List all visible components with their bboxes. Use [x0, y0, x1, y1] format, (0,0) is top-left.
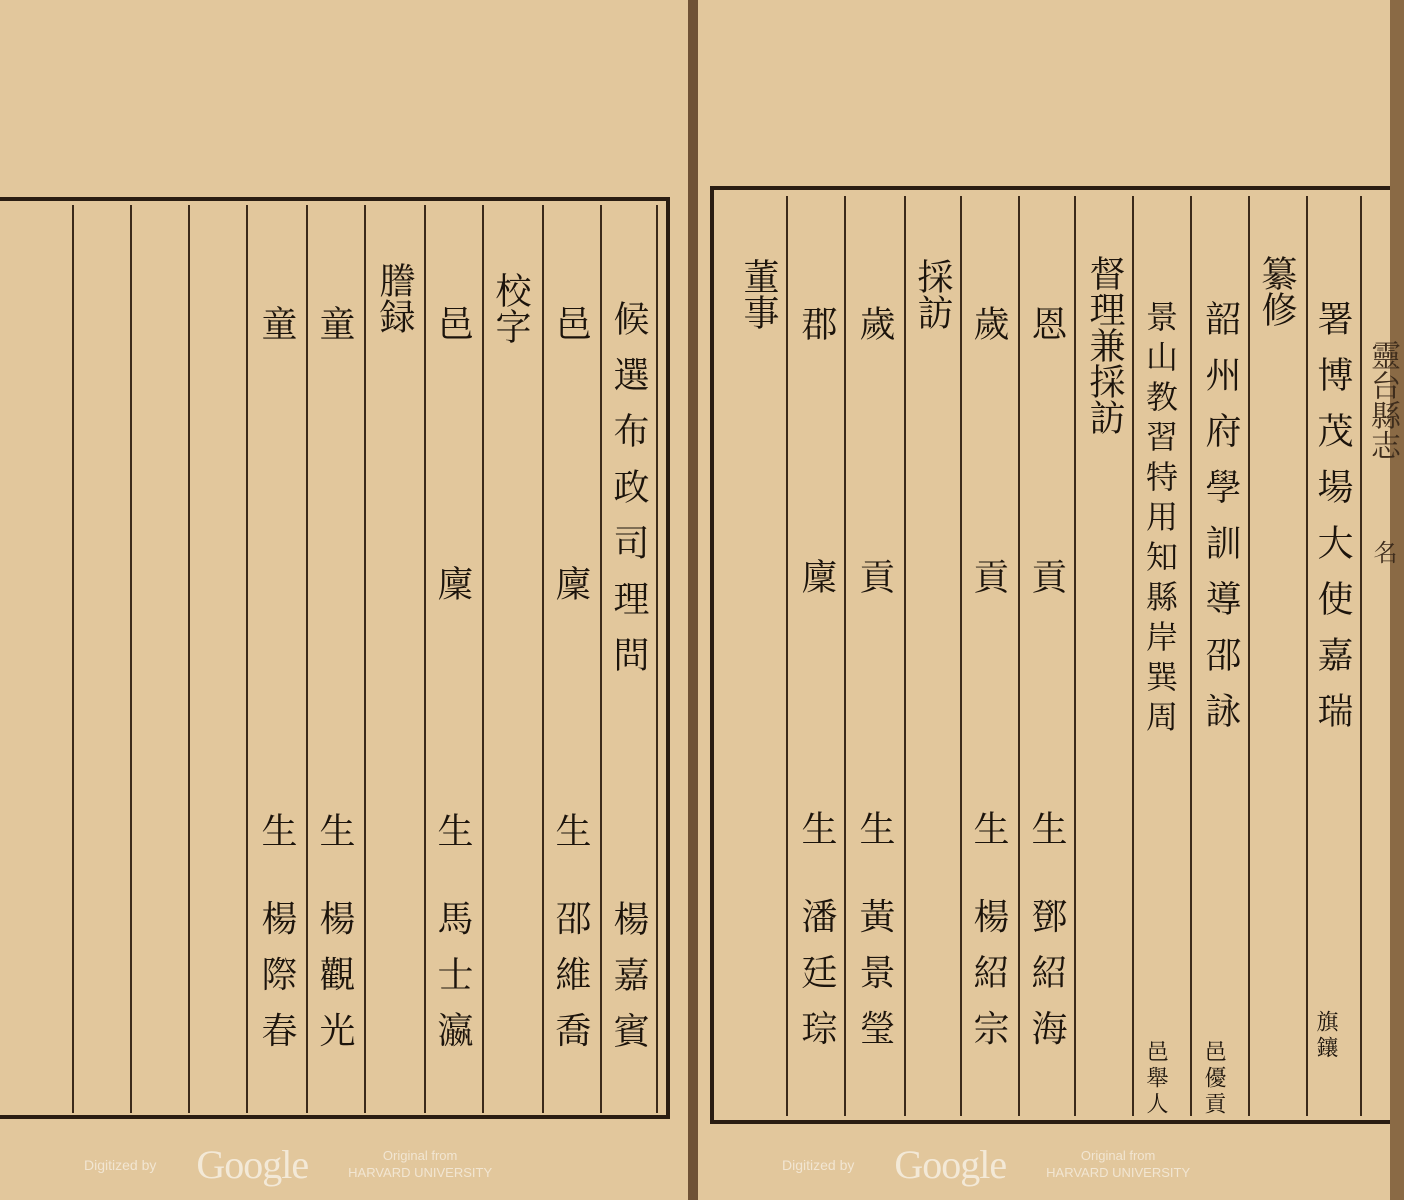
name-text: 生 楊觀光: [314, 812, 355, 1068]
section-heading-text: 謄録: [374, 262, 415, 334]
rank-text: 貢: [854, 558, 895, 594]
official-title-text: 署博茂場大使嘉瑞: [1312, 300, 1353, 748]
rank-text: 邑: [550, 305, 591, 341]
text-column: [1026, 305, 1067, 341]
column-rule: [1248, 196, 1250, 1116]
book-gutter: [688, 0, 698, 1200]
text-column: [490, 272, 531, 344]
name-text: 生 黃景瑩: [854, 810, 895, 1066]
rank-text: 童: [314, 305, 355, 341]
column-heading-text: 候選布政司理問: [608, 300, 649, 692]
text-column: [432, 565, 473, 601]
margin-title-text: 靈台縣志: [1365, 340, 1400, 460]
google-logo: Google: [894, 1142, 1007, 1187]
rank-text: 廩: [432, 565, 473, 601]
text-column: [854, 810, 895, 1066]
name-text: 生 潘廷琮: [796, 810, 837, 1066]
text-column: [1200, 300, 1241, 748]
google-logo: Google: [196, 1142, 309, 1187]
rank-text: 童: [256, 305, 297, 341]
column-rule: [844, 196, 846, 1116]
rank-text: 廩: [550, 565, 591, 601]
text-column: [256, 305, 297, 341]
google-watermark: [782, 1141, 1190, 1188]
column-rule: [482, 205, 484, 1113]
margin-subtitle-text: 名: [1369, 540, 1397, 564]
text-column: [912, 258, 953, 330]
text-column: [314, 305, 355, 341]
text-column: [738, 258, 779, 330]
text-column: [1026, 558, 1067, 594]
text-column-note: [1202, 1040, 1224, 1118]
text-column: [550, 812, 591, 1068]
name-text: 生 鄧紹海: [1026, 810, 1067, 1066]
text-column: [1141, 300, 1179, 740]
digitized-by-text: Digitized by: [782, 1156, 855, 1173]
column-rule: [1360, 196, 1362, 1116]
text-column: [968, 810, 1009, 1066]
column-rule: [188, 205, 190, 1113]
note-text: 邑舉人: [1143, 1040, 1168, 1118]
note-text: 旗鑲: [1313, 1010, 1338, 1062]
column-rule: [306, 205, 308, 1113]
text-column: [796, 305, 837, 341]
harvard-university-line: HARVARD UNIVERSITY: [1046, 1164, 1191, 1180]
rank-text: 貢: [968, 558, 1009, 594]
original-from-text: [348, 1148, 492, 1182]
rank-text: 廩: [796, 558, 837, 594]
text-column: [854, 305, 895, 341]
rank-text: 歲: [968, 305, 1009, 341]
text-column: [432, 305, 473, 341]
column-rule: [1306, 196, 1308, 1116]
text-column: [256, 812, 297, 1068]
column-rule: [246, 205, 248, 1113]
right-page: [698, 0, 1400, 1200]
text-column: [608, 900, 649, 1068]
column-rule: [960, 196, 962, 1116]
left-page: [0, 0, 688, 1200]
column-rule: [72, 205, 74, 1113]
official-title-text: 景山教習特用知縣岸巽周: [1141, 300, 1179, 740]
column-rule: [786, 196, 788, 1116]
google-watermark: [84, 1141, 492, 1188]
text-column: [1312, 300, 1353, 748]
column-rule: [1074, 196, 1076, 1116]
official-title-text: 韶州府學訓導邵詠: [1200, 300, 1241, 748]
column-rule: [1132, 196, 1134, 1116]
section-heading-text: 校字: [490, 272, 531, 344]
text-column: [432, 812, 473, 1068]
section-heading-text: 纂修: [1256, 255, 1297, 327]
text-column-note: [1144, 1040, 1166, 1118]
text-column: [968, 305, 1009, 341]
name-text: 生 楊際春: [256, 812, 297, 1068]
text-column: [796, 810, 837, 1066]
original-from-line: Original from: [1080, 1147, 1156, 1163]
column-rule: [424, 205, 426, 1113]
text-column: [374, 262, 415, 334]
section-heading-text: 督理兼採訪: [1084, 255, 1125, 435]
name-text: 生 楊紹宗: [968, 810, 1009, 1066]
column-rule: [542, 205, 544, 1113]
column-rule: [130, 205, 132, 1113]
column-rule: [1018, 196, 1020, 1116]
rank-text: 邑: [432, 305, 473, 341]
column-rule: [1190, 196, 1192, 1116]
original-from-text: [1046, 1148, 1190, 1182]
text-column: [968, 558, 1009, 594]
note-text: 邑優貢: [1201, 1040, 1226, 1118]
digitized-by-text: Digitized by: [84, 1156, 157, 1173]
margin-title: [1360, 340, 1404, 460]
section-heading-text: 採訪: [912, 258, 953, 330]
text-column: [854, 558, 895, 594]
column-rule: [600, 205, 602, 1113]
rank-text: 恩: [1026, 305, 1067, 341]
text-column: [1026, 810, 1067, 1066]
rank-text: 歲: [854, 305, 895, 341]
text-column: [608, 300, 649, 692]
margin-subtitle: [1366, 540, 1401, 564]
name-text: 生 邵維喬: [550, 812, 591, 1068]
text-column: [1084, 255, 1125, 435]
text-column: [796, 558, 837, 594]
text-column: [314, 812, 355, 1068]
text-column-note: [1314, 1010, 1336, 1062]
original-from-line: Original from: [382, 1147, 458, 1163]
section-heading-text: 董事: [738, 258, 779, 330]
name-text: 生 馬士瀛: [432, 812, 473, 1068]
column-rule: [904, 196, 906, 1116]
text-column: [1256, 255, 1297, 327]
rank-text: 郡: [796, 305, 837, 341]
harvard-university-line: HARVARD UNIVERSITY: [348, 1164, 493, 1180]
column-rule: [364, 205, 366, 1113]
text-column: [550, 565, 591, 601]
name-text: 楊嘉賓: [608, 900, 649, 1068]
rank-text: 貢: [1026, 558, 1067, 594]
column-rule: [656, 205, 658, 1113]
text-column: [550, 305, 591, 341]
